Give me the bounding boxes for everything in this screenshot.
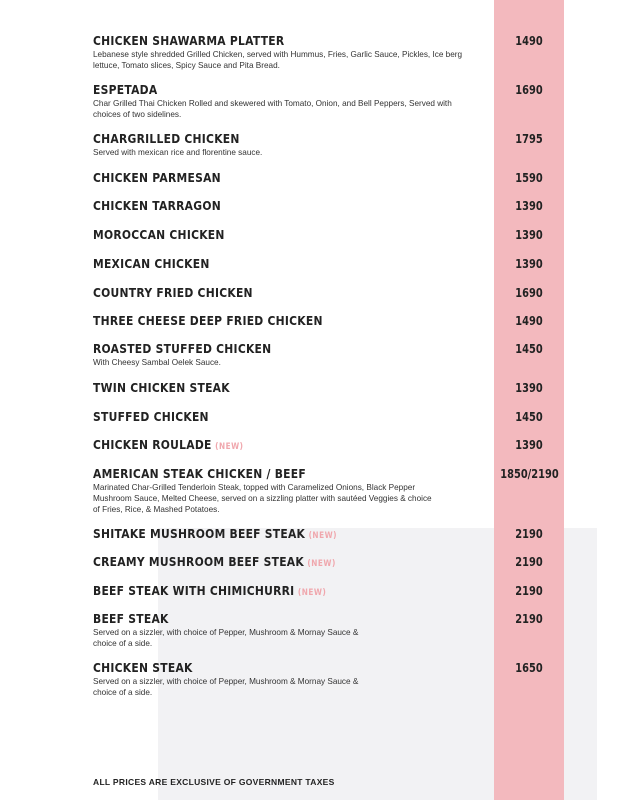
item-name: BEEF STEAK xyxy=(93,611,169,626)
item-price: 1590 xyxy=(515,171,543,185)
item-price: 1390 xyxy=(515,228,543,242)
new-badge: (NEW) xyxy=(308,531,338,541)
new-badge: (NEW) xyxy=(307,559,336,569)
item-price: 2190 xyxy=(515,527,543,541)
item-price: 2190 xyxy=(515,584,543,598)
item-name: TWIN CHICKEN STEAK xyxy=(93,380,230,395)
item-name: BEEF STEAK WITH CHIMICHURRI (NEW) xyxy=(93,583,327,598)
item-name: MOROCCAN CHICKEN xyxy=(93,227,225,242)
item-name: STUFFED CHICKEN xyxy=(93,409,209,424)
item-name: SHITAKE MUSHROOM BEEF STEAK (NEW) xyxy=(93,526,338,541)
item-name: THREE CHEESE DEEP FRIED CHICKEN xyxy=(93,313,323,328)
item-name: CREAMY MUSHROOM BEEF STEAK (NEW) xyxy=(93,554,336,569)
item-name: CHARGRILLED CHICKEN xyxy=(93,131,240,146)
item-price: 1390 xyxy=(515,381,543,395)
item-price: 1690 xyxy=(515,83,543,97)
item-name: CHICKEN ROULADE (NEW) xyxy=(93,437,244,452)
item-price: 1390 xyxy=(515,438,543,452)
new-badge: (NEW) xyxy=(297,588,327,598)
item-price: 1390 xyxy=(515,199,543,213)
tax-disclaimer: ALL PRICES ARE EXCLUSIVE OF GOVERNMENT TAXES xyxy=(93,777,335,787)
item-name: CHICKEN STEAK xyxy=(93,660,193,675)
item-description: With Cheesy Sambal Oelek Sauce. xyxy=(93,358,221,367)
item-price: 2190 xyxy=(515,612,543,626)
item-name: CHICKEN TARRAGON xyxy=(93,198,221,213)
item-price: 1690 xyxy=(515,286,543,300)
item-name: CHICKEN SHAWARMA PLATTER xyxy=(93,33,285,48)
item-description: Marinated Char-Grilled Tenderloin Steak, topped with Caramelized Onions, Black Pepper Mushroom Sauce, Melted Cheese, served on a sizzling platter with sautéed Veggies & choice of Fries, Rice, & Mashed Potatoes. xyxy=(93,483,432,514)
item-price: 1850/2190 xyxy=(500,467,559,481)
item-name: COUNTRY FRIED CHICKEN xyxy=(93,285,253,300)
item-price: 1390 xyxy=(515,257,543,271)
item-price: 1650 xyxy=(515,661,543,675)
item-name: AMERICAN STEAK CHICKEN / BEEF xyxy=(93,466,306,481)
item-price: 1450 xyxy=(515,410,543,424)
item-name: ROASTED STUFFED CHICKEN xyxy=(93,341,272,356)
item-price: 1490 xyxy=(515,34,543,48)
item-price: 1490 xyxy=(515,314,543,328)
new-badge: (NEW) xyxy=(215,442,244,452)
item-price: 2190 xyxy=(515,555,543,569)
item-price: 1795 xyxy=(515,132,543,146)
item-description: Served on a sizzler, with choice of Pepper, Mushroom & Mornay Sauce & choice of a side. xyxy=(93,628,359,648)
item-price: 1450 xyxy=(515,342,543,356)
item-name: MEXICAN CHICKEN xyxy=(93,256,210,271)
item-description: Served with mexican rice and florentine sauce. xyxy=(93,148,263,157)
item-name: CHICKEN PARMESAN xyxy=(93,170,221,185)
item-description: Char Grilled Thai Chicken Rolled and skewered with Tomato, Onion, and Bell Peppers, Served with choices of two sidelines. xyxy=(93,99,452,119)
item-name: ESPETADA xyxy=(93,82,158,97)
item-description: Served on a sizzler, with choice of Pepper, Mushroom & Mornay Sauce & choice of a side. xyxy=(93,677,359,697)
item-description: Lebanese style shredded Grilled Chicken, served with Hummus, Fries, Garlic Sauce, Pickles, Ice berg lettuce, Tomato slices, Spicy Sauce and Pita Bread. xyxy=(93,50,463,70)
